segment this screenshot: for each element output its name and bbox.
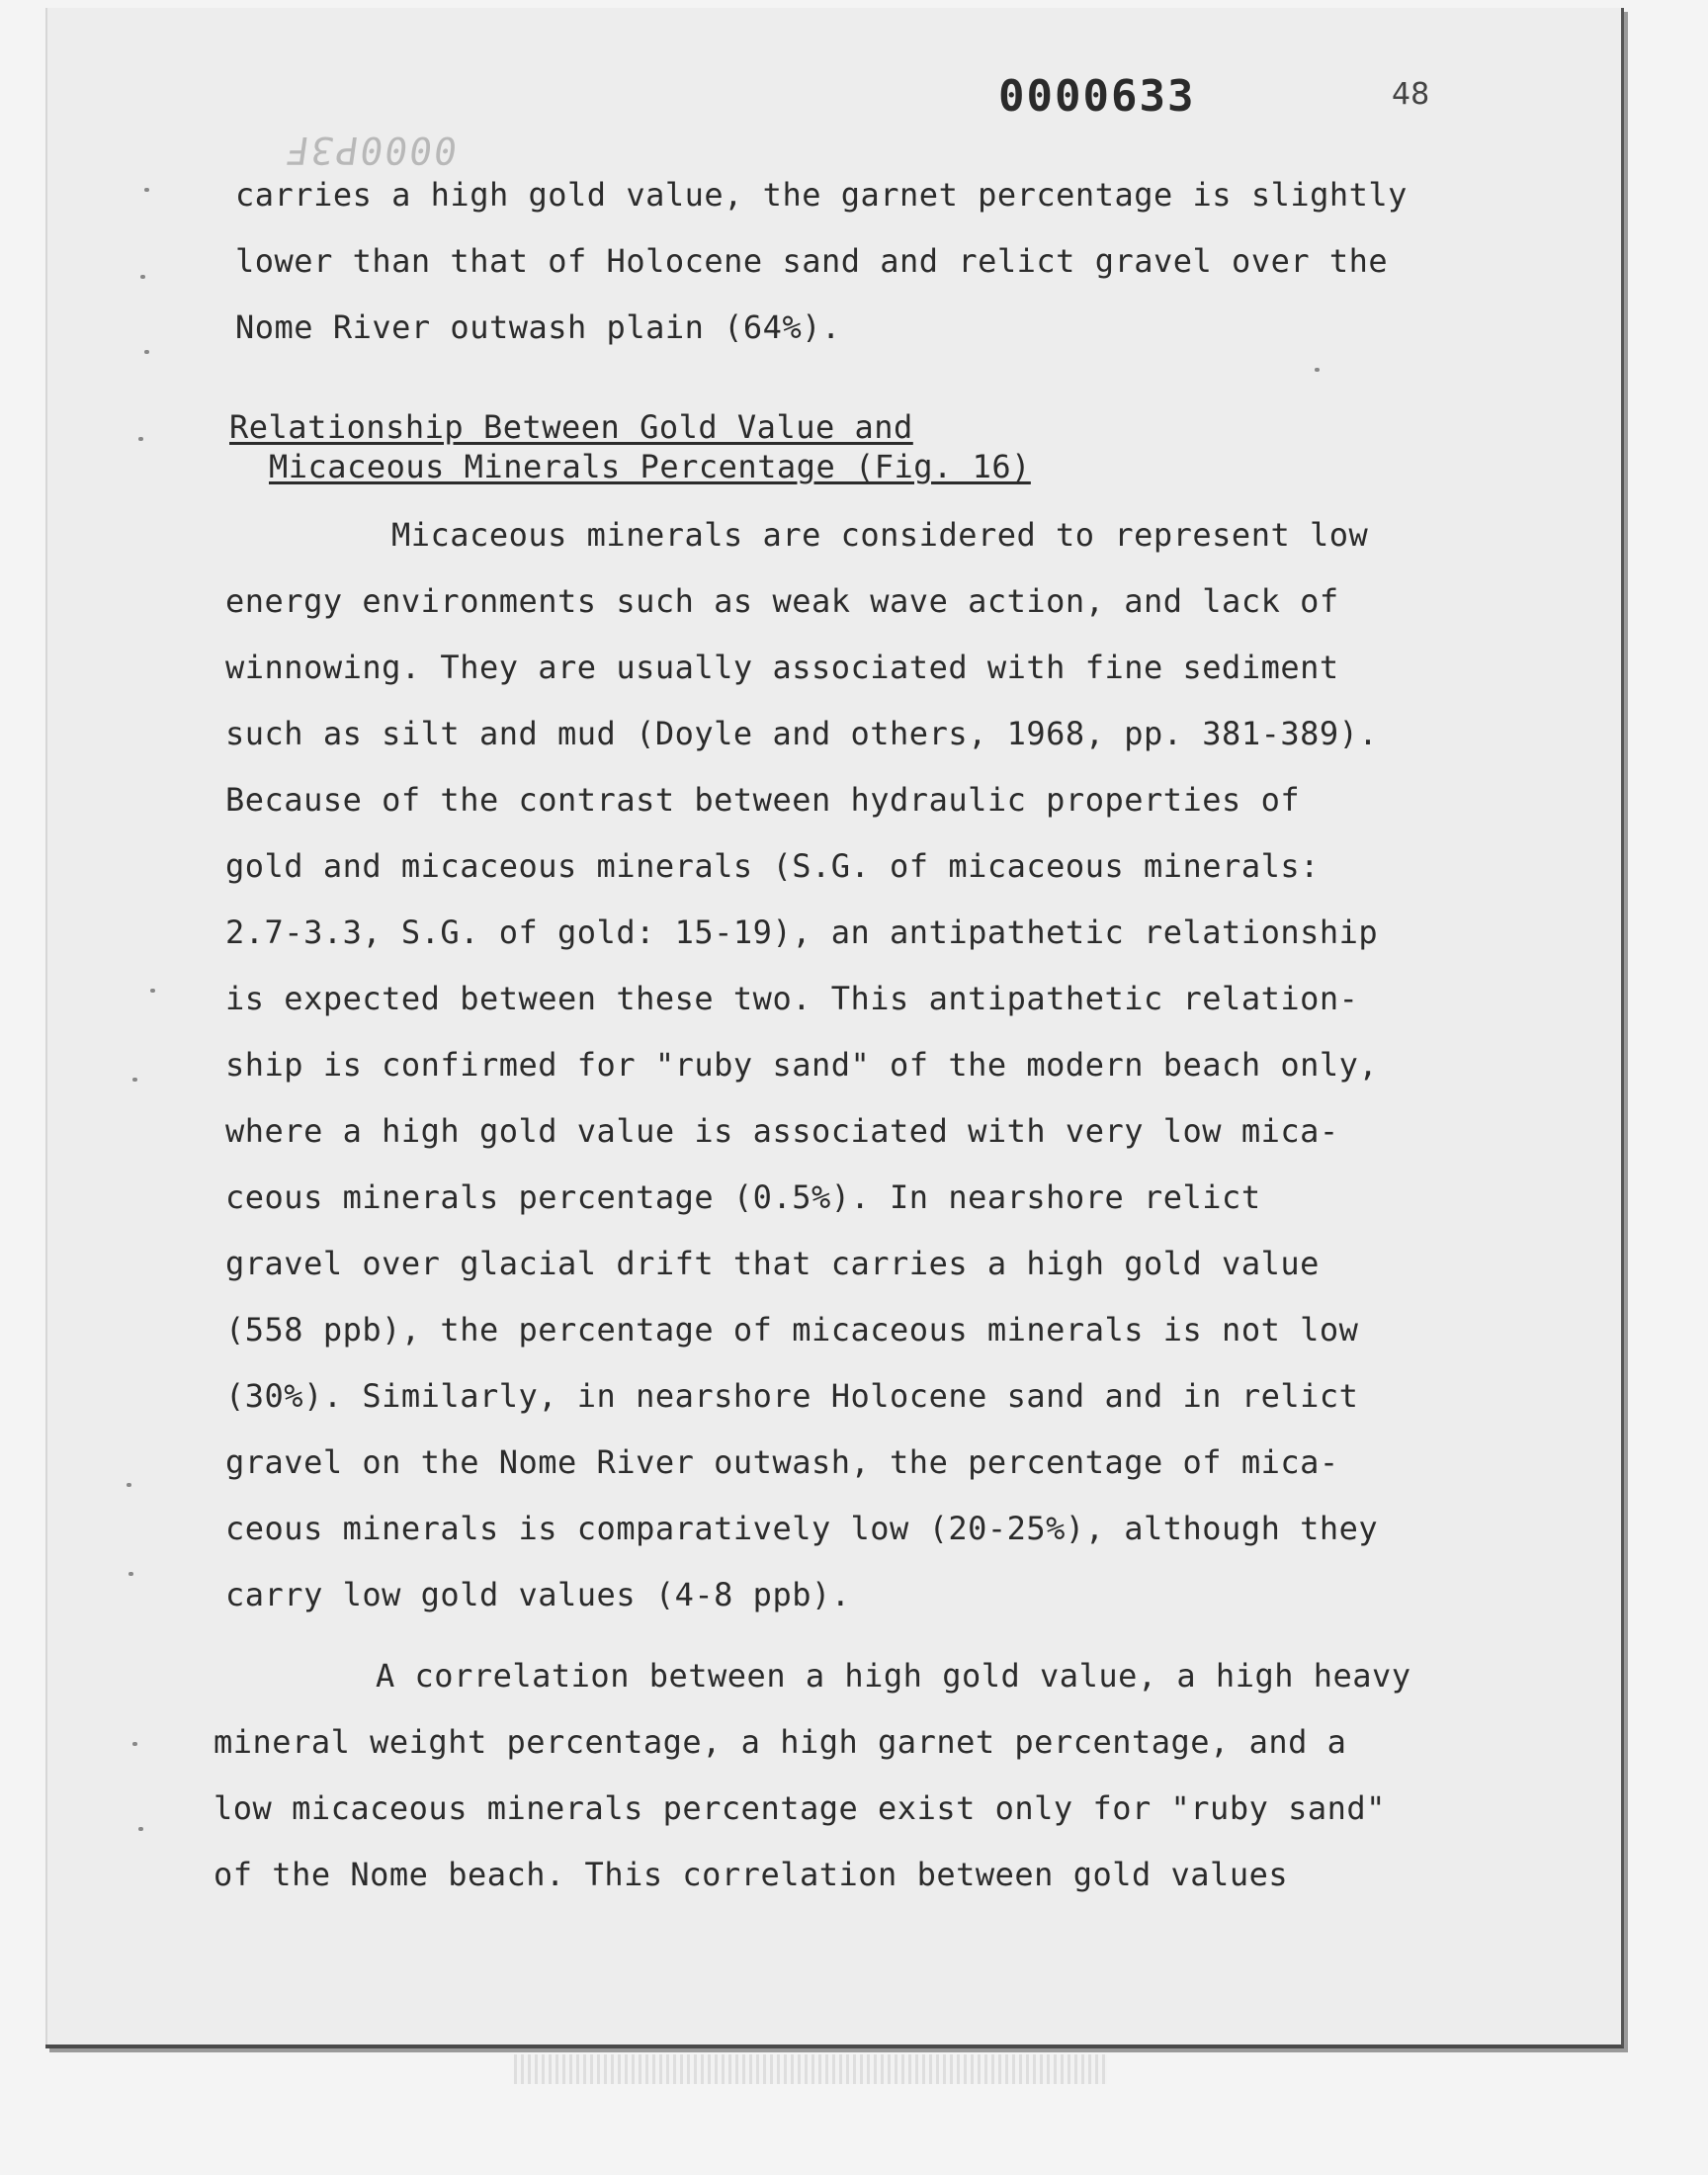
text-line: such as silt and mud (Doyle and others, 1968, pp. 381-389).: [225, 715, 1379, 752]
text-line: lower than that of Holocene sand and relict gravel over the: [235, 242, 1389, 280]
text-line: gravel over glacial drift that carries a high gold value: [225, 1245, 1320, 1282]
margin-speck: [127, 1483, 131, 1487]
margin-speck: [144, 350, 149, 354]
text-line: winnowing. They are usually associated with fine sediment: [225, 649, 1339, 686]
text-line: ship is confirmed for "ruby sand" of the modern beach only,: [225, 1046, 1379, 1084]
text-line: carry low gold values (4-8 ppb).: [225, 1576, 851, 1613]
binder-strip: [514, 2054, 1107, 2084]
margin-speck: [132, 1078, 137, 1082]
paragraph-correlation: [214, 1643, 1459, 1908]
margin-speck: [138, 1827, 143, 1831]
text-line: low micaceous minerals percentage exist only for "ruby sand": [214, 1789, 1386, 1827]
text-line: of the Nome beach. This correlation between gold values: [214, 1856, 1289, 1893]
text-line: (558 ppb), the percentage of micaceous minerals is not low: [225, 1311, 1359, 1348]
text-line: Micaceous minerals are considered to represent low: [391, 516, 1369, 554]
margin-speck: [138, 437, 143, 441]
paragraph-continuation: [235, 162, 1481, 361]
text-line: where a high gold value is associated with very low mica-: [225, 1112, 1339, 1150]
text-line: gold and micaceous minerals (S.G. of micaceous minerals:: [225, 847, 1320, 885]
paragraph-micaceous: [225, 502, 1471, 1628]
text-line: is expected between these two. This antipathetic relation-: [225, 980, 1359, 1017]
margin-speck: [150, 989, 155, 993]
text-line: gravel on the Nome River outwash, the percentage of mica-: [225, 1443, 1339, 1481]
page-number: 48: [1392, 77, 1430, 112]
faded-stamp: 0000P3F: [281, 129, 461, 172]
text-line: Nome River outwash plain (64%).: [235, 308, 841, 346]
margin-speck: [140, 275, 145, 279]
margin-speck: [144, 188, 149, 192]
text-line: energy environments such as weak wave action, and lack of: [225, 582, 1339, 620]
section-heading: [229, 407, 1031, 486]
page-left-edge: [45, 8, 47, 2044]
text-line: 2.7-3.3, S.G. of gold: 15-19), an antipathetic relationship: [225, 914, 1379, 951]
document-stamp-number: 0000633: [998, 71, 1196, 122]
margin-speck: [132, 1742, 137, 1746]
text-line: (30%). Similarly, in nearshore Holocene sand and in relict: [225, 1377, 1359, 1415]
margin-speck: [128, 1572, 133, 1576]
text-line: A correlation between a high gold value, a high heavy: [376, 1657, 1411, 1695]
text-line: ceous minerals is comparatively low (20-25%), although they: [225, 1510, 1379, 1547]
text-line: ceous minerals percentage (0.5%). In nearshore relict: [225, 1178, 1261, 1216]
text-line: Because of the contrast between hydraulic properties of: [225, 781, 1301, 819]
section-heading-line-2: Micaceous Minerals Percentage (Fig. 16): [269, 448, 1031, 485]
text-line: carries a high gold value, the garnet percentage is slightly: [235, 176, 1408, 214]
margin-speck: [1315, 368, 1320, 372]
text-line: mineral weight percentage, a high garnet percentage, and a: [214, 1723, 1347, 1761]
section-heading-line-1: Relationship Between Gold Value and: [229, 408, 913, 446]
